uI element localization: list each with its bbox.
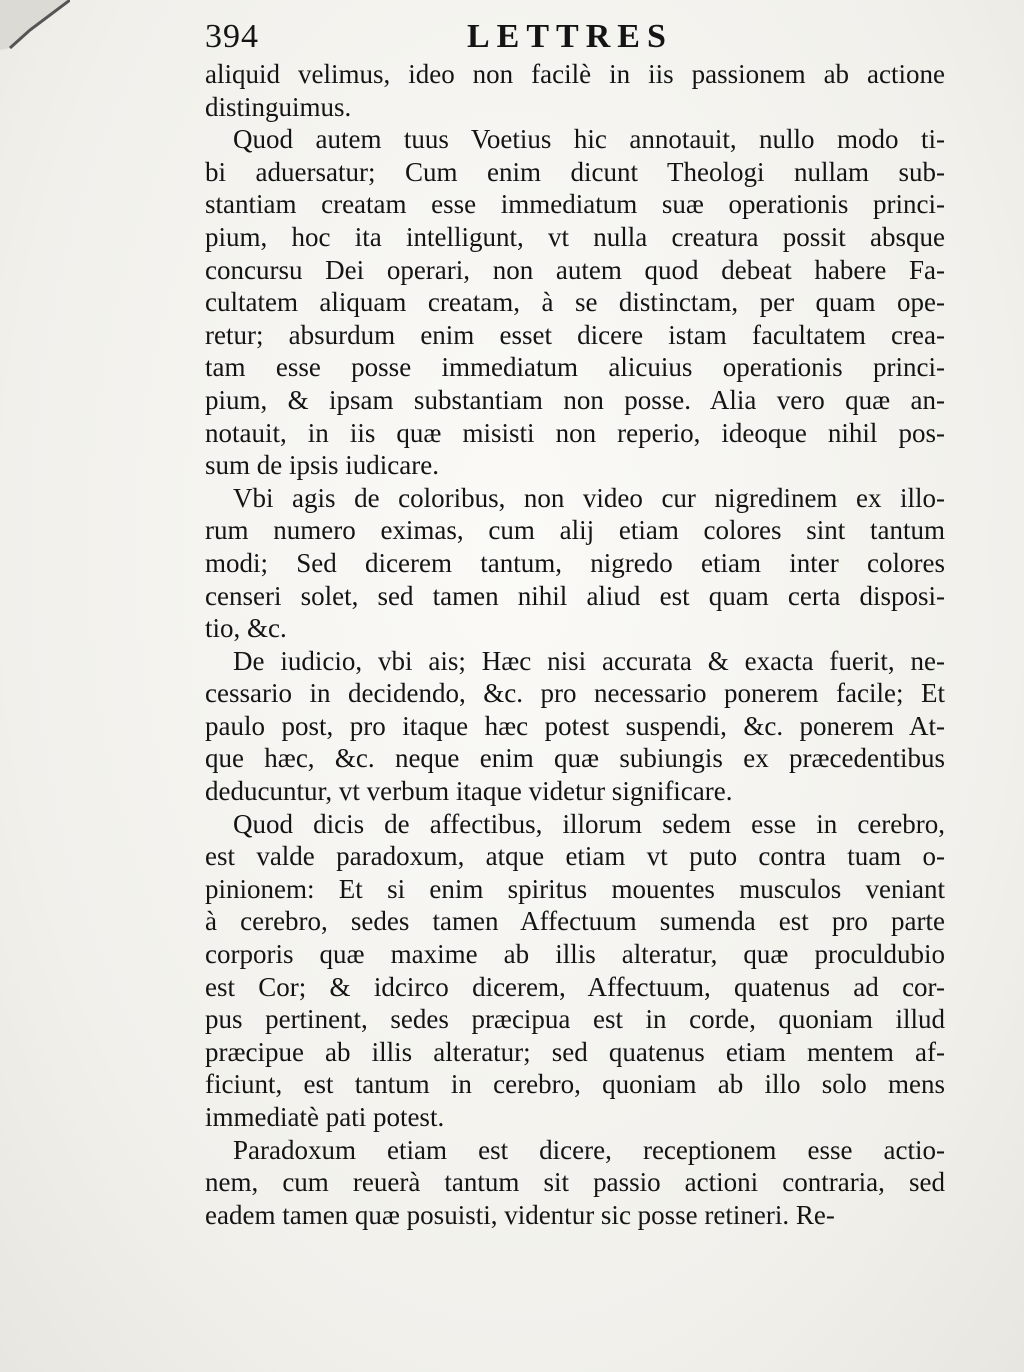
page-header bbox=[205, 14, 945, 64]
text-line: est valde paradoxum, atque etiam vt puto contra tuam o- bbox=[205, 841, 945, 872]
text-line: ficiunt, est tantum in cerebro, quoniam ab illo solo mens bbox=[205, 1069, 945, 1100]
paragraph bbox=[205, 808, 945, 1134]
text-line: Vbi agis de coloribus, non video cur nigredinem ex illo- bbox=[233, 482, 945, 513]
paragraph bbox=[205, 645, 945, 808]
running-head: LETTRES bbox=[467, 18, 673, 55]
text-line: corporis quæ maxime ab illis alteratur, quæ proculdubio bbox=[205, 939, 945, 970]
text-line: distinguimus. bbox=[205, 91, 352, 122]
text-line: à cerebro, sedes tamen Affectuum sumenda est pro parte bbox=[205, 906, 945, 937]
text-line: cultatem aliquam creatam, à se distinctam, per quam ope- bbox=[205, 287, 945, 318]
letter-body bbox=[205, 58, 945, 1231]
text-line: eadem tamen quæ posuisti, videntur sic posse retineri. Re- bbox=[205, 1199, 835, 1230]
paragraph bbox=[205, 58, 945, 123]
text-line: nem, cum reuerà tantum sit passio actioni contraria, sed bbox=[205, 1167, 945, 1198]
text-line: tam esse posse immediatum alicuius operationis princi- bbox=[205, 352, 945, 383]
text-line: præcipue ab illis alteratur; sed quatenus etiam mentem af- bbox=[205, 1036, 945, 1067]
text-line: cessario in decidendo, &c. pro necessario ponerem facile; Et bbox=[205, 678, 945, 709]
text-line: modi; Sed dicerem tantum, nigredo etiam inter colores bbox=[205, 547, 945, 578]
text-line: pinionem: Et si enim spiritus mouentes musculos veniant bbox=[205, 873, 945, 904]
paragraph bbox=[205, 123, 945, 482]
text-line: rum numero eximas, cum alij etiam colores sint tantum bbox=[205, 515, 945, 546]
text-line: concursu Dei operari, non autem quod debeat habere Fa- bbox=[205, 254, 945, 285]
text-line: pium, & ipsam substantiam non posse. Alia vero quæ an- bbox=[205, 384, 945, 415]
text-line: De iudicio, vbi ais; Hæc nisi accurata & exacta fuerit, ne- bbox=[233, 645, 945, 676]
text-line: sum de ipsis iudicare. bbox=[205, 450, 439, 481]
page-corner-fold bbox=[0, 0, 70, 50]
text-line: bi aduersatur; Cum enim dicunt Theologi nullam sub- bbox=[205, 156, 945, 187]
text-line: notauit, in iis quæ misisti non reperio, ideoque nihil pos- bbox=[205, 417, 945, 448]
text-line: Paradoxum etiam est dicere, receptionem esse actio- bbox=[233, 1134, 945, 1165]
text-line: Quod dicis de affectibus, illorum sedem esse in cerebro, bbox=[233, 808, 945, 839]
text-line: tio, &c. bbox=[205, 613, 287, 644]
text-line: Quod autem tuus Voetius hic annotauit, nullo modo ti- bbox=[233, 124, 945, 155]
text-line: stantiam creatam esse immediatum suæ operationis princi- bbox=[205, 189, 945, 220]
text-line: deducuntur, vt verbum itaque videtur significare. bbox=[205, 776, 733, 807]
text-line: censeri solet, sed tamen nihil aliud est quam certa disposi- bbox=[205, 580, 945, 611]
paragraph bbox=[205, 1134, 945, 1232]
text-line: que hæc, &c. neque enim quæ subiungis ex præcedentibus bbox=[205, 743, 945, 774]
text-line: est Cor; & idcirco dicerem, Affectuum, quatenus ad cor- bbox=[205, 971, 945, 1002]
text-line: aliquid velimus, ideo non facilè in iis passionem ab actione bbox=[205, 59, 945, 89]
paragraph bbox=[205, 482, 945, 645]
page-number: 394 bbox=[205, 18, 259, 55]
text-line: pium, hoc ita intelligunt, vt nulla creatura possit absque bbox=[205, 221, 945, 252]
text-line: immediatè pati potest. bbox=[205, 1102, 445, 1132]
text-line: paulo post, pro itaque hæc potest suspendi, &c. ponerem At- bbox=[205, 710, 945, 741]
text-line: pus pertinent, sedes præcipua est in corde, quoniam illud bbox=[205, 1004, 945, 1035]
text-line: retur; absurdum enim esset dicere istam facultatem crea- bbox=[205, 319, 945, 350]
